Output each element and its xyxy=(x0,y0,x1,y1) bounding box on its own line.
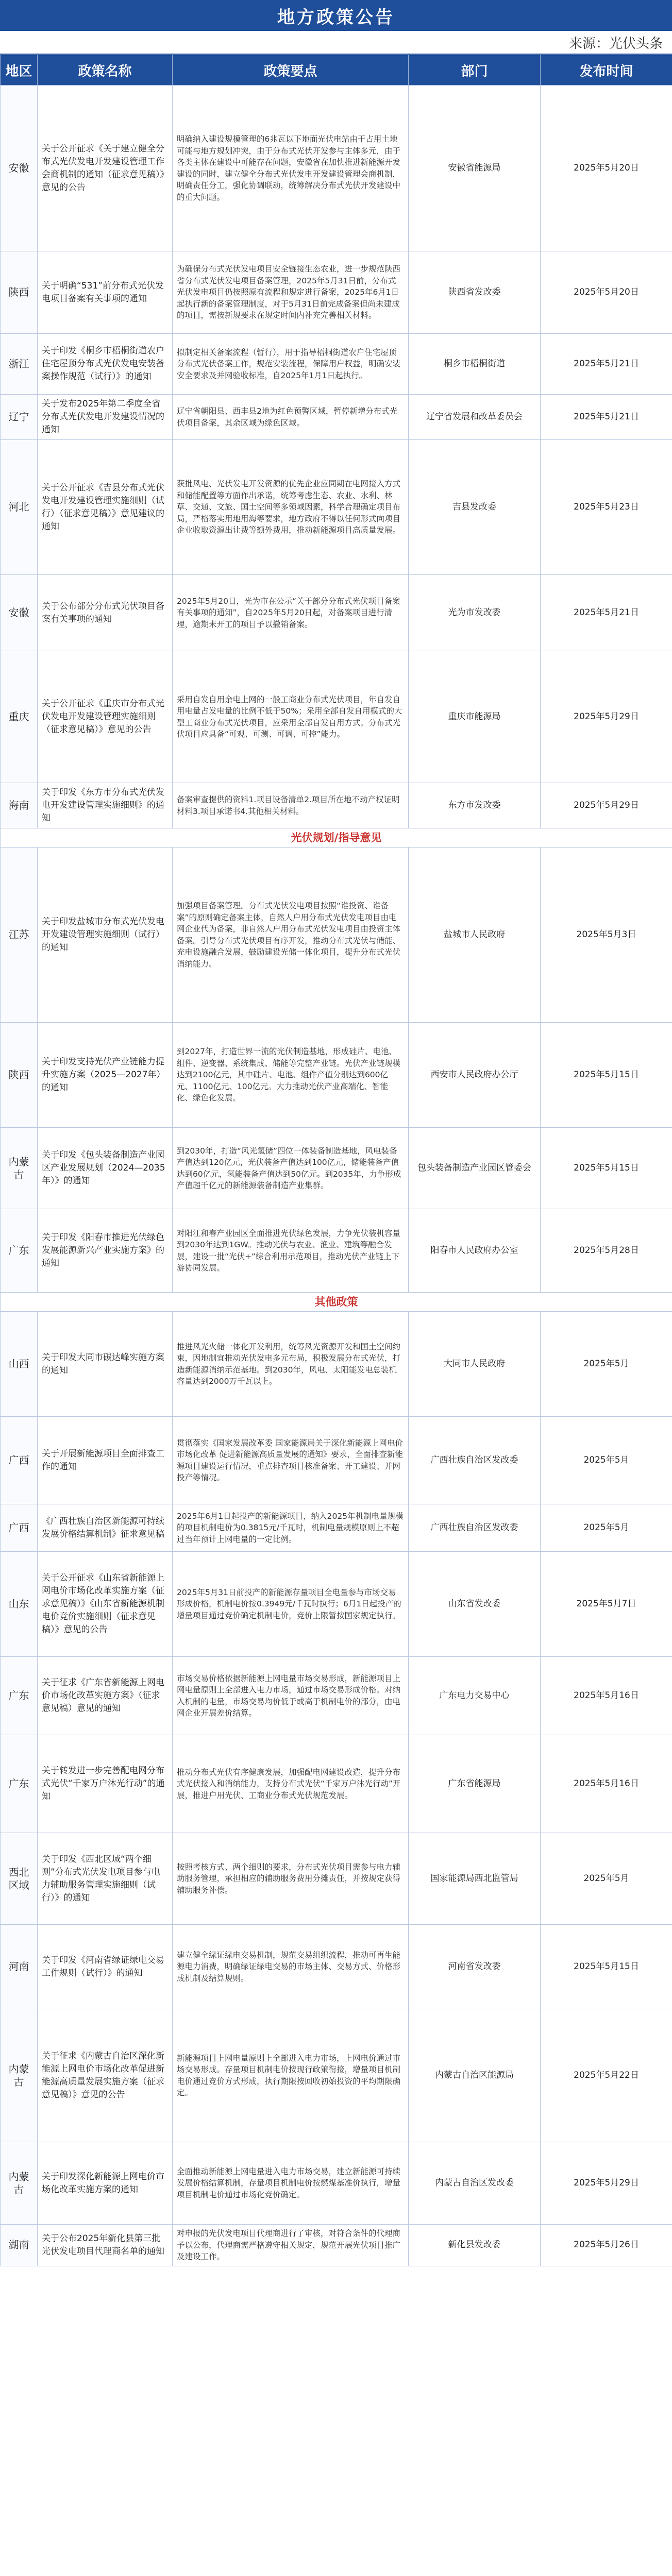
table-row xyxy=(1,1552,672,1657)
table-row xyxy=(1,334,672,395)
cell-name: 关于发布2025年第二季度全省分布式光伏发电开发建设情况的通知 xyxy=(38,395,173,440)
cell-region: 河南 xyxy=(1,1925,38,2009)
table-row xyxy=(1,1209,672,1293)
cell-date: 2025年5月23日 xyxy=(541,440,672,575)
policy-table xyxy=(0,55,672,2266)
table-row xyxy=(1,1417,672,1504)
header-dept: 部门 xyxy=(409,55,541,86)
table-row xyxy=(1,1128,672,1209)
cell-region: 江苏 xyxy=(1,848,38,1023)
cell-dept: 盐城市人民政府 xyxy=(409,848,541,1023)
cell-points: 推动分布式光伏有序健康发展，加强配电网建设改造，提升分布式光伏接入和消纳能力，支持分布式光伏“千家万户沐光行动”开展，推进户用光伏、工商业分布式光伏规范发展。 xyxy=(173,1735,409,1833)
cell-date: 2025年5月29日 xyxy=(541,2142,672,2225)
cell-points: 推进风光火储一体化开发利用，统筹风光资源开发和国土空间约束，因地制宜推动光伏发电多元布局，积极发展分布式光伏，打造新能源消纳示范基地。到2030年，风电、太阳能发电总装机容量达到2000万千瓦以上。 xyxy=(173,1312,409,1417)
cell-date: 2025年5月29日 xyxy=(541,783,672,828)
table-header-row xyxy=(1,55,672,86)
cell-date: 2025年5月21日 xyxy=(541,575,672,651)
cell-dept: 阳春市人民政府办公室 xyxy=(409,1209,541,1293)
cell-dept: 广西壮族自治区发改委 xyxy=(409,1504,541,1552)
cell-points: 加强项目备案管理。分布式光伏发电项目按照“谁投资、谁备案”的原则确定备案主体，自然人户用分布式光伏发电项目由电网企业代为备案，非自然人户用分布式光伏发电项目由投资主体备案。引导分布式光伏项目有序开发，推动分布式光伏与储能、充电设施融合发展，鼓励建设光储一体化项目，提升分布式光伏消纳能力。 xyxy=(173,848,409,1023)
cell-region: 广东 xyxy=(1,1735,38,1833)
cell-region: 浙江 xyxy=(1,334,38,395)
cell-points: 为确保分布式光伏发电项目安全链接生态农业，进一步规范陕西省分布式光伏发电项目备案管理，2025年5月31日前，分布式光伏发电项目仍按照原有流程和规定进行备案，2025年6月1日起执行新的备案管理制度，对于5月31日前完成备案但尚未建成的项目，需按新规要求在规定时间内补充完善相关材料。 xyxy=(173,251,409,334)
cell-region: 山西 xyxy=(1,1312,38,1417)
cell-dept: 新化县发改委 xyxy=(409,2225,541,2266)
policy-table-body xyxy=(1,86,672,2266)
cell-region: 广东 xyxy=(1,1657,38,1735)
table-row xyxy=(1,395,672,440)
section-heading-row xyxy=(1,828,672,848)
cell-date: 2025年5月16日 xyxy=(541,1657,672,1735)
cell-name: 关于印发大同市碳达峰实施方案的通知 xyxy=(38,1312,173,1417)
cell-region: 广东 xyxy=(1,1209,38,1293)
cell-points: 辽宁省朝阳县、西丰县2地为红色预警区域，暂停新增分布式光伏项目备案，其余区域为绿色区域。 xyxy=(173,395,409,440)
cell-name: 《广西壮族自治区新能源可持续发展价格结算机制》征求意见稿 xyxy=(38,1504,173,1552)
section-heading-row xyxy=(1,1293,672,1312)
cell-date: 2025年5月20日 xyxy=(541,86,672,251)
cell-date: 2025年5月15日 xyxy=(541,1128,672,1209)
table-row xyxy=(1,1925,672,2009)
cell-points: 市场交易价格依据新能源上网电量市场交易形成，新能源项目上网电量原则上全部进入电力市场，通过市场交易形成价格。对纳入机制的电量，市场交易均价低于或高于机制电价的部分，由电网企业开展差价结算。 xyxy=(173,1657,409,1735)
cell-name: 关于开展新能源项目全面排查工作的通知 xyxy=(38,1417,173,1504)
cell-points: 到2027年，打造世界一流的光伏制造基地，形成硅片、电池、组件、逆变器、系统集成、储能等完整产业链。光伏产业链规模达到2100亿元，其中硅片、电池、组件产值分别达到600亿元、1100亿元、100亿元。大力推动光伏产业高端化、智能化、绿色化发展。 xyxy=(173,1023,409,1128)
cell-name: 关于公开征求《关于建立健全分布式光伏发电开发建设管理工作会商机制的通知（征求意见稿）》意见的公告 xyxy=(38,86,173,251)
cell-date: 2025年5月16日 xyxy=(541,1735,672,1833)
table-row xyxy=(1,86,672,251)
cell-dept: 河南省发改委 xyxy=(409,1925,541,2009)
cell-points: 按照考核方式、两个细则的要求，分布式光伏项目需参与电力辅助服务管理，承担相应的辅助服务费用分摊责任，并按规定获得辅助服务补偿。 xyxy=(173,1833,409,1925)
cell-points: 2025年6月1日起投产的新能源项目，纳入2025年机制电量规模的项目机制电价为0.3815元/千瓦时，机制电量规模原则上不超过当年预计上网电量的一定比例。 xyxy=(173,1504,409,1552)
cell-region: 安徽 xyxy=(1,575,38,651)
cell-date: 2025年5月 xyxy=(541,1312,672,1417)
table-row xyxy=(1,1657,672,1735)
cell-name: 关于印发《桐乡市梧桐街道农户住宅屋顶分布式光伏发电安装备案操作规范（试行）》的通知 xyxy=(38,334,173,395)
cell-points: 拟制定相关备案流程（暂行），用于指导梧桐街道农户住宅屋顶分布式光伏备案工作，规范安装流程，保障用户权益，明确安装安全要求及并网验收标准，自2025年1月1日起执行。 xyxy=(173,334,409,395)
cell-name: 关于印发《阳春市推进光伏绿色发展能源新兴产业实施方案》的通知 xyxy=(38,1209,173,1293)
cell-dept: 吉县发改委 xyxy=(409,440,541,575)
cell-name: 关于印发支持光伏产业链能力提升实施方案（2025—2027年）的通知 xyxy=(38,1023,173,1128)
header-points: 政策要点 xyxy=(173,55,409,86)
cell-date: 2025年5月 xyxy=(541,1833,672,1925)
cell-date: 2025年5月7日 xyxy=(541,1552,672,1657)
cell-name: 关于公开征求《重庆市分布式光伏发电开发建设管理实施细则（征求意见稿）》意见的公告 xyxy=(38,651,173,783)
cell-points: 采用自发自用余电上网的一般工商业分布式光伏项目，年自发自用电量占发电量的比例不低于50%；采用全部自发自用模式的大型工商业分布式光伏项目，应采用全部自发自用方式。分布式光伏项目应具备“可观、可测、可调、可控”能力。 xyxy=(173,651,409,783)
cell-date: 2025年5月21日 xyxy=(541,334,672,395)
cell-date: 2025年5月22日 xyxy=(541,2009,672,2142)
table-row xyxy=(1,1312,672,1417)
table-row xyxy=(1,1833,672,1925)
cell-dept: 包头装备制造产业园区管委会 xyxy=(409,1128,541,1209)
cell-points: 2025年5月20日，光为市在公示“关于部分分布式光伏项目备案有关事项的通知”，自2025年5月20日起，对备案项目进行清理，逾期未开工的项目予以撤销备案。 xyxy=(173,575,409,651)
cell-dept: 大同市人民政府 xyxy=(409,1312,541,1417)
cell-dept: 广东省能源局 xyxy=(409,1735,541,1833)
cell-dept: 西安市人民政府办公厅 xyxy=(409,1023,541,1128)
cell-name: 关于印发深化新能源上网电价市场化改革实施方案的通知 xyxy=(38,2142,173,2225)
header-region: 地区 xyxy=(1,55,38,86)
section-heading: 光伏规划/指导意见 xyxy=(1,828,672,848)
cell-date: 2025年5月3日 xyxy=(541,848,672,1023)
cell-date: 2025年5月21日 xyxy=(541,395,672,440)
cell-name: 关于印发盐城市分布式光伏发电开发建设管理实施细则（试行）的通知 xyxy=(38,848,173,1023)
cell-name: 关于公布部分分布式光伏项目备案有关事项的通知 xyxy=(38,575,173,651)
cell-region: 山东 xyxy=(1,1552,38,1657)
cell-date: 2025年5月 xyxy=(541,1504,672,1552)
cell-name: 关于公开征求《山东省新能源上网电价市场化改革实施方案（征求意见稿）》《山东省新能源机制电价竞价实施细则（征求意见稿）》意见的公告 xyxy=(38,1552,173,1657)
cell-points: 建立健全绿证绿电交易机制，规范交易组织流程，推动可再生能源电力消费，明确绿证绿电交易的市场主体、交易方式、价格形成机制及结算规则。 xyxy=(173,1925,409,2009)
cell-region: 西北区域 xyxy=(1,1833,38,1925)
cell-date: 2025年5月28日 xyxy=(541,1209,672,1293)
cell-date: 2025年5月 xyxy=(541,1417,672,1504)
header-date: 发布时间 xyxy=(541,55,672,86)
cell-dept: 光为市发改委 xyxy=(409,575,541,651)
cell-name: 关于印发《河南省绿证绿电交易工作规则（试行）》的通知 xyxy=(38,1925,173,2009)
cell-name: 关于转发进一步完善配电网分布式光伏“千家万户沐光行动”的通知 xyxy=(38,1735,173,1833)
cell-dept: 桐乡市梧桐街道 xyxy=(409,334,541,395)
cell-points: 全面推动新能源上网电量进入电力市场交易，建立新能源可持续发展价格结算机制，存量项目机制电价按燃煤基准价执行，增量项目机制电价通过市场化竞价确定。 xyxy=(173,2142,409,2225)
table-row xyxy=(1,1023,672,1128)
cell-date: 2025年5月15日 xyxy=(541,1925,672,2009)
cell-region: 陕西 xyxy=(1,251,38,334)
cell-points: 对阳江和春产业园区全面推进光伏绿色发展，力争光伏装机容量到2030年达到1GW。推动光伏与农业、渔业、建筑等融合发展，建设一批“光伏+”综合利用示范项目，推动光伏产业链上下游协同发展。 xyxy=(173,1209,409,1293)
table-row xyxy=(1,2225,672,2266)
cell-points: 备案审查提供的资料1.项目设备清单2.项目所在地不动产权证明材料3.项目承诺书4.其他相关材料。 xyxy=(173,783,409,828)
cell-dept: 重庆市能源局 xyxy=(409,651,541,783)
cell-region: 辽宁 xyxy=(1,395,38,440)
cell-dept: 内蒙古自治区发改委 xyxy=(409,2142,541,2225)
table-row xyxy=(1,848,672,1023)
cell-region: 海南 xyxy=(1,783,38,828)
header-name: 政策名称 xyxy=(38,55,173,86)
table-row xyxy=(1,251,672,334)
cell-region: 广西 xyxy=(1,1504,38,1552)
cell-name: 关于印发《东方市分布式光伏发电开发建设管理实施细则》的通知 xyxy=(38,783,173,828)
cell-date: 2025年5月20日 xyxy=(541,251,672,334)
table-row xyxy=(1,440,672,575)
table-row xyxy=(1,783,672,828)
cell-date: 2025年5月15日 xyxy=(541,1023,672,1128)
cell-points: 到2030年，打造“风光氢储”四位一体装备制造基地，风电装备产值达到120亿元，光伏装备产值达到100亿元，储能装备产值达到60亿元，氢能装备产值达到50亿元。到2035年，力争形成产值超千亿元的新能源装备制造产业集群。 xyxy=(173,1128,409,1209)
cell-name: 关于征求《广东省新能源上网电价市场化改革实施方案》（征求意见稿）意见的通知 xyxy=(38,1657,173,1735)
cell-region: 陕西 xyxy=(1,1023,38,1128)
table-row xyxy=(1,1504,672,1552)
cell-points: 对申报的光伏发电项目代理商进行了审核，对符合条件的代理商予以公布，代理商需严格遵守相关规定，规范开展光伏项目推广及建设工作。 xyxy=(173,2225,409,2266)
cell-dept: 广东电力交易中心 xyxy=(409,1657,541,1735)
cell-region: 内蒙古 xyxy=(1,1128,38,1209)
cell-points: 贯彻落实《国家发展改革委 国家能源局关于深化新能源上网电价市场化改革 促进新能源高质量发展的通知》要求，全面排查新能源项目建设运行情况，重点排查项目核准备案、开工建设、并网投产等情况。 xyxy=(173,1417,409,1504)
cell-dept: 辽宁省发展和改革委员会 xyxy=(409,395,541,440)
cell-dept: 山东省发改委 xyxy=(409,1552,541,1657)
cell-date: 2025年5月26日 xyxy=(541,2225,672,2266)
source-note: 来源：光伏头条 xyxy=(0,31,672,55)
cell-points: 新能源项目上网电量原则上全部进入电力市场，上网电价通过市场交易形成。存量项目机制电价按现行政策衔接，增量项目机制电价通过竞价方式形成，执行期限按回收初始投资的平均期限确定。 xyxy=(173,2009,409,2142)
cell-region: 湖南 xyxy=(1,2225,38,2266)
cell-date: 2025年5月29日 xyxy=(541,651,672,783)
table-row xyxy=(1,2009,672,2142)
table-row xyxy=(1,651,672,783)
cell-dept: 安徽省能源局 xyxy=(409,86,541,251)
cell-dept: 陕西省发改委 xyxy=(409,251,541,334)
page-title: 地方政策公告 xyxy=(0,0,672,31)
cell-points: 2025年5月31日前投产的新能源存量项目全电量参与市场交易形成价格，机制电价按0.3949元/千瓦时执行；6月1日起投产的增量项目通过竞价确定机制电价，竞价上限暂按国家规定执行。 xyxy=(173,1552,409,1657)
section-heading: 其他政策 xyxy=(1,1293,672,1312)
cell-name: 关于印发《西北区域“两个细则”分布式光伏发电项目参与电力辅助服务管理实施细则（试行）》的通知 xyxy=(38,1833,173,1925)
cell-region: 广西 xyxy=(1,1417,38,1504)
cell-points: 获批风电、光伏发电开发资源的优先企业应同期在电网接入方式和储能配置等方面作出承诺，统筹考虑生态、农业、水利、林草、交通、文旅、国土空间等多领域因素，科学合理确定项目布局，严格落实用地用海等要求，地方政府不得以任何形式向项目企业收取资源出让费等额外费用，推动新能源项目高质量发展。 xyxy=(173,440,409,575)
table-row xyxy=(1,1735,672,1833)
cell-region: 河北 xyxy=(1,440,38,575)
cell-name: 关于公开征求《吉县分布式光伏发电开发建设管理实施细则（试行）（征求意见稿）》意见建议的通知 xyxy=(38,440,173,575)
cell-name: 关于征求《内蒙古自治区深化新能源上网电价市场化改革促进新能源高质量发展实施方案（征求意见稿）》意见的公告 xyxy=(38,2009,173,2142)
cell-region: 安徽 xyxy=(1,86,38,251)
cell-region: 重庆 xyxy=(1,651,38,783)
cell-points: 明确纳入建设规模管理的6兆瓦以下地面光伏电站由于占用土地可能与地方规划冲突，由于分布式光伏开发参与主体多元，由于各类主体在建设中可能存在问题，安徽省在加快推进新能源开发建设的同时，建立健全分布式光伏发电开发建设管理会商机制，明确责任分工，强化协调联动，统筹解决分布式光伏开发建设中的重大问题。 xyxy=(173,86,409,251)
cell-dept: 东方市发改委 xyxy=(409,783,541,828)
cell-region: 内蒙古 xyxy=(1,2142,38,2225)
cell-name: 关于公布2025年新化县第三批光伏发电项目代理商名单的通知 xyxy=(38,2225,173,2266)
table-row xyxy=(1,2142,672,2225)
table-row xyxy=(1,575,672,651)
cell-dept: 广西壮族自治区发改委 xyxy=(409,1417,541,1504)
cell-name: 关于明确“531”前分布式光伏发电项目备案有关事项的通知 xyxy=(38,251,173,334)
cell-dept: 国家能源局西北监管局 xyxy=(409,1833,541,1925)
cell-name: 关于印发《包头装备制造产业园区产业发展规划（2024—2035年）》的通知 xyxy=(38,1128,173,1209)
cell-dept: 内蒙古自治区能源局 xyxy=(409,2009,541,2142)
cell-region: 内蒙古 xyxy=(1,2009,38,2142)
